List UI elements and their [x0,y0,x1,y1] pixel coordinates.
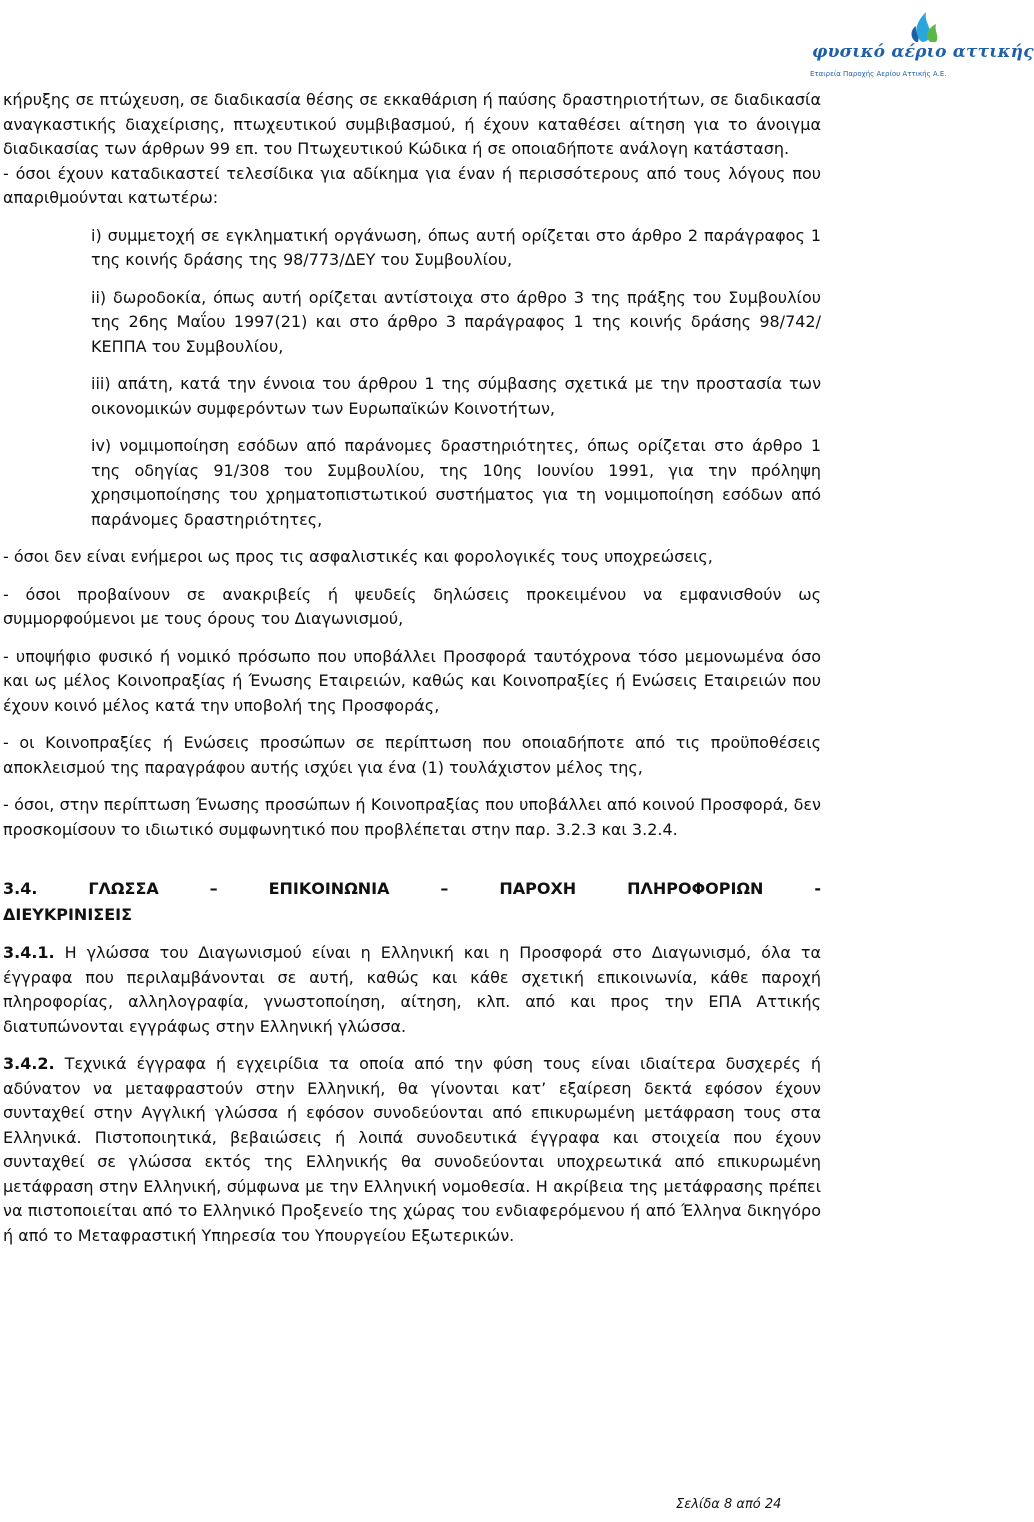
paragraph: - υποψήφιο φυσικό ή νομικό πρόσωπο που υποβάλλει Προσφορά ταυτόχρονα τόσο μεμονωμένα όσο και ως μέλος Κοινοπραξίας ή Ένωσης Εταιρειών, καθώς και Κοινοπραξίες ή Ενώσεις Εταιρειών που έχουν κοινό μέλος κατά την υποβολή της Προσφοράς, [3,646,821,715]
subsection-text: Τεχνικά έγγραφα ή εγχειρίδια τα οποία από την φύση τους είναι ιδιαίτερα δυσχερές ή αδύνατον να μεταφραστούν στην Ελληνική, θα γίνονται κατ’ εξαίρεση δεκτά εφόσον έχουν συνταχθεί στην Αγγλική γλώσσα ή εφόσον συνοδεύονται από επικυρωμένη μετάφραση τους στα Ελληνικά. Πιστοποιητικά, βεβαιώσεις ή λοιπά συνοδευτικά έγγραφα και στοιχεία που έχουν συνταχθεί σε γλώσσα εκτός της Ελληνικής θα συνοδεύονται υποχρεωτικά από επικυρωμένη μετάφραση στην Ελληνική, σύμφωνα με την Ελληνική νομοθεσία. Η ακρίβεια της μετάφρασης πρέπει να πιστοποιείται από το Ελληνικό Προξενείο της χώρας του ενδιαφερόμενου ή από Έλληνα δικηγόρο ή από το Μεταφραστική Υπηρεσία του Υπουργείου Εξωτερικών. [3,1054,821,1245]
paragraph: - οι Κοινοπραξίες ή Ενώσεις προσώπων σε περίπτωση που οποιαδήποτε από τις προϋποθέσεις αποκλεισμού της παραγράφου αυτής ισχύει για ένα (1) τουλάχιστον μέλος της, [3,733,821,777]
paragraph: - όσοι προβαίνουν σε ανακριβείς ή ψευδείς δηλώσεις προκειμένου να εμφανισθούν ως συμμορφούμενοι με τους όρους του Διαγωνισμού, [3,584,821,628]
list-item: ii) δωροδοκία, όπως αυτή ορίζεται αντίστοιχα στο άρθρο 3 της πράξης του Συμβουλίου της 26ης Μαΐου 1997(21) και στο άρθρο 3 παράγραφος 1 της κοινής δράσης 98/742/ΚΕΠΠΑ του Συμβουλίου, [91,287,821,356]
document-body [3,88,821,1248]
list-item: iv) νομιμοποίηση εσόδων από παράνομες δραστηριότητες, όπως ορίζεται στο άρθρο 1 της οδηγίας 91/308 του Συμβουλίου, της 10ης Ιουνίου 1991, για την πρόληψη χρησιμοποίησης του χρηματοπιστωτικού συστήματος για τη νομιμοποίηση εσόδων από παράνομες δραστηριότητες, [91,436,821,529]
subsection-3-4-2 [3,1052,821,1248]
paragraph: - όσοι έχουν καταδικαστεί τελεσίδικα για αδίκημα για έναν ή περισσότερους από τους λόγους που απαριθμούνται κατωτέρω: [3,163,821,207]
section-heading [3,876,821,928]
list-item: i) συμμετοχή σε εγκληματική οργάνωση, όπως αυτή ορίζεται στο άρθρο 2 παράγραφος 1 της κοινής δράσης της 98/773/ΔΕΥ του Συμβουλίου, [91,225,821,269]
subsection-number: 3.4.1. [3,943,55,962]
paragraph: - όσοι, στην περίπτωση Ένωσης προσώπων ή Κοινοπραξίας που υποβάλλει από κοινού Προσφορά, δεν προσκομίσουν το ιδιωτικό συμφωνητικό που προβλέπεται στην παρ. 3.2.3 και 3.2.4. [3,795,821,839]
subsection-text: Η γλώσσα του Διαγωνισμού είναι η Ελληνική και η Προσφορά στο Διαγωνισμό, όλα τα έγγραφα που περιλαμβάνονται σε αυτή, καθώς και κάθε σχετική επικοινωνία, κάθε παροχή πληροφορίας, αλληλογραφία, γνωστοποίηση, αίτηση, κλπ. από και προς την ΕΠΑ Αττικής διατυπώνονται εγγράφως στην Ελληνική γλώσσα. [3,943,821,1036]
subsection-number: 3.4.2. [3,1054,55,1073]
section-heading-line1: 3.4. ΓΛΩΣΣΑ – ΕΠΙΚΟΙΝΩΝΙΑ – ΠΑΡΟΧΗ ΠΛΗΡΟΦΟΡΙΩΝ - [3,879,821,898]
company-logo [804,6,1034,84]
flame-leaf-icon [804,6,954,46]
logo-tagline: Εταιρεία Παροχής Αερίου Αττικής Α.Ε. [810,70,947,78]
logo-wordmark: φυσικό αέριο αττικής [812,42,1034,62]
list-item: iii) απάτη, κατά την έννοια του άρθρου 1 της σύμβασης σχετικά με την προστασία των οικονομικών συμφερόντων των Ευρωπαϊκών Κοινοτήτων, [91,374,821,418]
paragraph: κήρυξης σε πτώχευση, σε διαδικασία θέσης σε εκκαθάριση ή παύσης δραστηριοτήτων, σε διαδικασία αναγκαστικής διαχείρισης, πτωχευτικού συμβιβασμού, ή έχουν καταθέσει αίτηση για το άνοιγμα διαδικασίας των άρθρων 99 επ. του Πτωχευτικού Κώδικα ή σε οποιαδήποτε ανάλογη κατάσταση. [3,90,821,158]
page-number: Σελίδα 8 από 24 [676,1497,782,1512]
section-heading-line2: ΔΙΕΥΚΡΙΝΙΣΕΙΣ [3,905,133,924]
paragraph: - όσοι δεν είναι ενήμεροι ως προς τις ασφαλιστικές και φορολογικές τους υποχρεώσεις, [3,547,713,566]
subsection-3-4-1 [3,941,821,1039]
